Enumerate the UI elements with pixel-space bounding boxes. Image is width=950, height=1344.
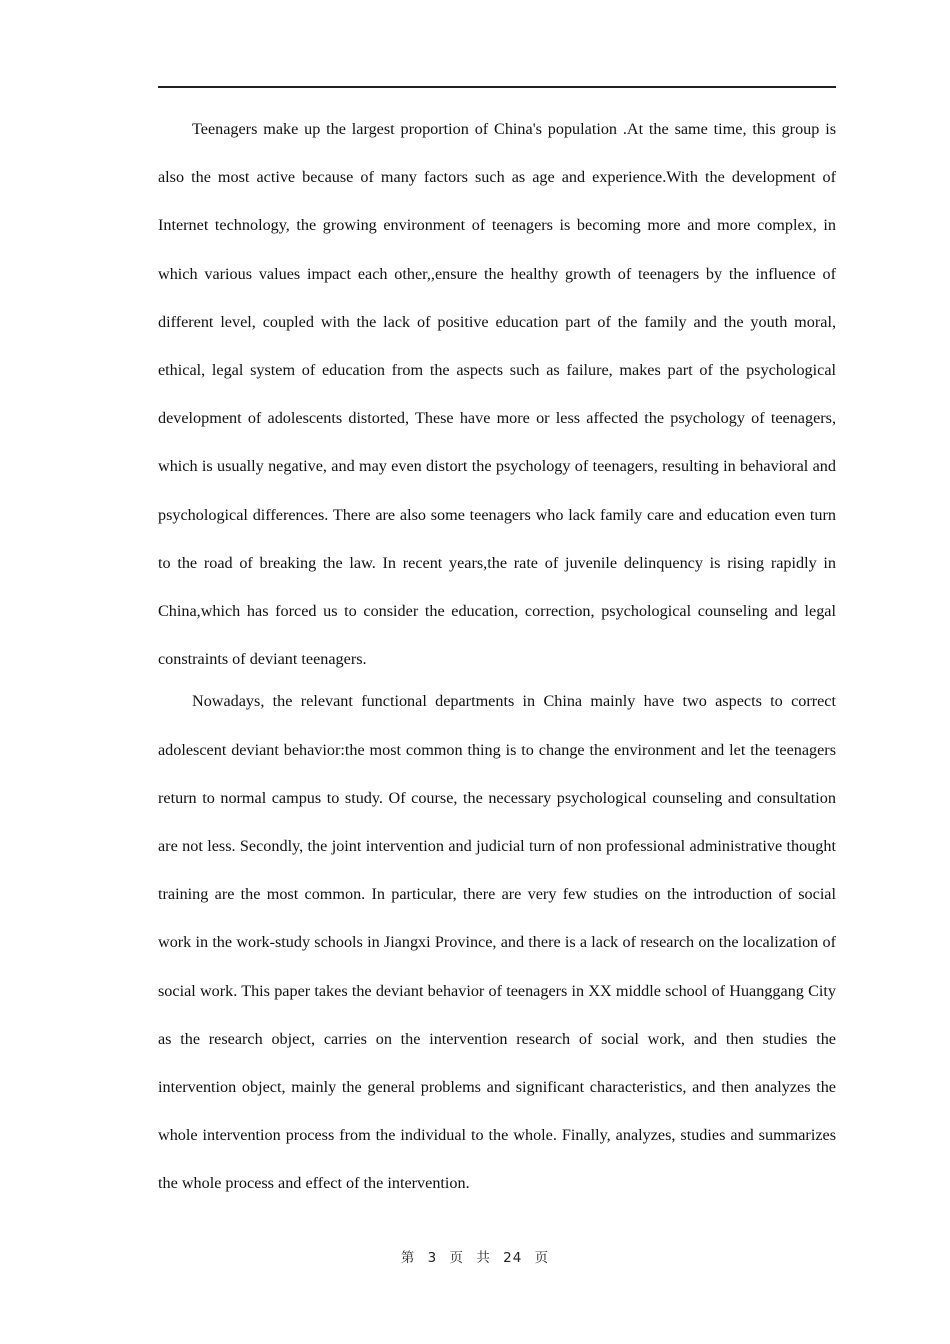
footer-page-unit: 页: [449, 1250, 465, 1266]
header-rule: [158, 86, 836, 88]
footer-total-word: 共: [476, 1250, 491, 1266]
current-page-number: 3: [427, 1250, 438, 1266]
paragraph-2: Nowadays, the relevant functional departments in China mainly have two aspects to correct adolescent deviant behavior:the most common thing is to change the environment and let the teenagers return to normal campus to study. Of course, the necessary psychological counseling and consultation are not less. Secondly, the joint intervention and judicial turn of non professional administrative thought training are the most common. In particular, there are very few studies on the introduction of social work in the work-study schools in Jiangxi Province, and there is a lack of research on the localization of social work. This paper takes the deviant behavior of teenagers in XX middle school of Huanggang City as the research object, carries on the intervention research of social work, and then studies the intervention object, mainly the general problems and significant characteristics, and then analyzes the whole intervention process from the individual to the whole. Finally, analyzes, studies and summarizes the whole process and effect of the intervention.: [158, 692, 836, 1193]
paragraph-1: Teenagers make up the largest proportion of China's population .At the same time, this group is also the most active because of many factors such as age and experience.With the development of Internet technology, the growing environment of teenagers is becoming more and more complex, in which various values impact each other,,ensure the healthy growth of teenagers by the influence of different level, coupled with the lack of positive education part of the family and the youth moral, ethical, legal system of education from the aspects such as failure, makes part of the psychological development of adolescents distorted, These have more or less affected the psychology of teenagers, which is usually negative, and may even distort the psychology of teenagers, resulting in behavioral and psychological differences. There are also some teenagers who lack family care and education even turn to the road of breaking the law. In recent years,the rate of juvenile delinquency is rising rapidly in China,which has forced us to consider the education, correction, psychological counseling and legal constraints of deviant teenagers.: [158, 120, 836, 669]
total-pages-number: 24: [503, 1250, 523, 1266]
body-text: [158, 105, 836, 1202]
page-footer: [0, 1246, 950, 1266]
footer-prefix: 第: [400, 1250, 416, 1266]
footer-suffix: 页: [534, 1250, 550, 1266]
